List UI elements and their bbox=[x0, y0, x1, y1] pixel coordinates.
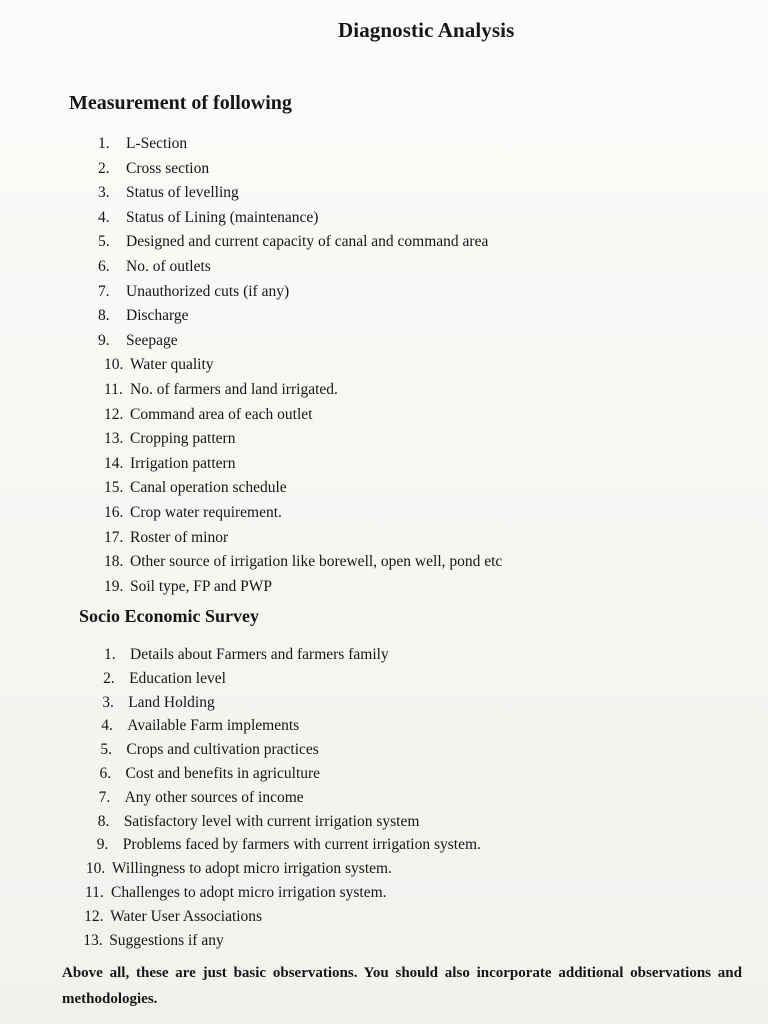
list-item-text: Willingness to adopt micro irrigation system. bbox=[111, 860, 392, 878]
list-item-number: 9. bbox=[98, 331, 110, 349]
list-item-text: Irrigation pattern bbox=[130, 454, 236, 472]
list-item-text: L-Section bbox=[126, 135, 188, 152]
list-item-text: Water User Associations bbox=[110, 907, 263, 925]
list-item-number: 15. bbox=[104, 479, 124, 497]
list-item-text: Unauthorized cuts (if any) bbox=[126, 282, 290, 300]
list-item-text: Crops and cultivation practices bbox=[126, 741, 319, 759]
list-item-number: 12. bbox=[84, 907, 104, 925]
list-item-text: Land Holding bbox=[128, 693, 215, 711]
list-item-number: 5. bbox=[100, 741, 113, 759]
list-item bbox=[104, 528, 228, 548]
list-item bbox=[104, 355, 214, 375]
list-item bbox=[84, 907, 262, 927]
list-item-text: Water quality bbox=[130, 356, 214, 374]
list-item-text: No. of outlets bbox=[126, 258, 211, 275]
list-item bbox=[104, 405, 312, 425]
list-item-number: 3. bbox=[98, 184, 110, 202]
closing-note: Above all, these are just basic observations. You should also incorporate additional observations and methodologies. bbox=[62, 965, 742, 1007]
list-item-number: 12. bbox=[104, 405, 124, 423]
page-title: Diagnostic Analysis bbox=[338, 18, 515, 42]
list-item-text: Seepage bbox=[126, 331, 178, 349]
list-item bbox=[102, 693, 215, 713]
list-item bbox=[100, 740, 318, 760]
list-item bbox=[83, 931, 224, 951]
list-item-text: No. of farmers and land irrigated. bbox=[130, 381, 338, 398]
list-item-text: Crop water requirement. bbox=[130, 504, 282, 521]
list-item-number: 7. bbox=[98, 282, 110, 300]
list-item-number: 7. bbox=[98, 788, 111, 806]
list-item-number: 13. bbox=[104, 430, 124, 448]
list-item bbox=[98, 134, 187, 154]
list-item bbox=[104, 577, 272, 597]
list-item-number: 1. bbox=[104, 646, 116, 663]
list-item-text: Status of Lining (maintenance) bbox=[126, 208, 319, 226]
list-item-text: Education level bbox=[129, 669, 226, 687]
list-item bbox=[100, 764, 321, 784]
list-item bbox=[97, 835, 481, 855]
list-item bbox=[104, 429, 235, 449]
list-item bbox=[85, 883, 387, 903]
list-item-number: 18. bbox=[104, 553, 124, 571]
list-item-text: Challenges to adopt micro irrigation system. bbox=[111, 884, 387, 901]
list-item bbox=[98, 306, 189, 326]
list-item-number: 11. bbox=[104, 381, 123, 398]
list-item-number: 17. bbox=[104, 528, 124, 546]
section-heading-measurement: Measurement of following bbox=[69, 92, 292, 114]
list-item bbox=[86, 859, 392, 879]
list-item-text: Status of levelling bbox=[126, 184, 239, 202]
list-item-text: Discharge bbox=[126, 307, 189, 325]
list-item bbox=[98, 183, 239, 203]
list-item-text: Details about Farmers and farmers family bbox=[130, 646, 389, 663]
list-item-number: 9. bbox=[96, 836, 109, 854]
list-item bbox=[103, 669, 226, 689]
list-item-number: 4. bbox=[101, 717, 113, 735]
list-item-text: Cost and benefits in agriculture bbox=[125, 765, 321, 782]
list-item-number: 6. bbox=[98, 258, 110, 275]
list-item-text: Satisfactory level with current irrigation system bbox=[123, 812, 420, 830]
list-item bbox=[99, 788, 304, 808]
list-item-number: 16. bbox=[104, 504, 124, 521]
list-item bbox=[104, 478, 287, 498]
list-item-text: Other source of irrigation like borewell, open well, pond etc bbox=[130, 553, 503, 571]
list-item-text: Problems faced by farmers with current irrigation system. bbox=[122, 836, 481, 854]
list-item bbox=[104, 503, 282, 523]
list-item bbox=[98, 812, 420, 832]
section-heading-socio-economic: Socio Economic Survey bbox=[79, 606, 259, 626]
list-item-number: 2. bbox=[98, 159, 110, 177]
list-item-text: Roster of minor bbox=[130, 528, 229, 546]
list-item-number: 10. bbox=[85, 860, 106, 878]
list-item-number: 11. bbox=[85, 884, 104, 901]
list-item bbox=[98, 282, 289, 302]
list-item-number: 2. bbox=[103, 669, 115, 687]
list-item-number: 5. bbox=[98, 233, 110, 251]
list-item-text: Any other sources of income bbox=[124, 788, 304, 806]
list-item-text: Canal operation schedule bbox=[130, 479, 287, 497]
list-item bbox=[101, 716, 299, 736]
list-item bbox=[104, 645, 389, 665]
list-item-text: Suggestions if any bbox=[109, 931, 224, 949]
list-item-text: Cropping pattern bbox=[130, 430, 236, 448]
list-item bbox=[98, 208, 318, 228]
list-item bbox=[98, 159, 209, 179]
list-item-number: 13. bbox=[83, 931, 103, 949]
list-item-number: 19. bbox=[104, 577, 124, 595]
list-item bbox=[104, 552, 502, 572]
list-item-number: 10. bbox=[104, 356, 124, 374]
list-item bbox=[104, 454, 235, 474]
list-item-number: 14. bbox=[104, 454, 124, 472]
list-item bbox=[98, 257, 211, 277]
list-item-text: Available Farm implements bbox=[127, 717, 300, 735]
list-item-number: 4. bbox=[98, 208, 110, 226]
list-item-text: Cross section bbox=[126, 159, 210, 177]
list-item-text: Designed and current capacity of canal and command area bbox=[126, 233, 489, 251]
list-item-number: 8. bbox=[98, 307, 110, 325]
list-item-number: 8. bbox=[97, 812, 110, 830]
list-item-number: 3. bbox=[102, 693, 114, 711]
list-item-number: 6. bbox=[99, 765, 112, 782]
list-item-number: 1. bbox=[98, 135, 110, 152]
list-item-text: Command area of each outlet bbox=[130, 405, 313, 423]
list-item-text: Soil type, FP and PWP bbox=[130, 577, 272, 595]
list-item bbox=[98, 232, 488, 252]
list-item bbox=[98, 331, 178, 351]
list-item bbox=[104, 380, 338, 400]
